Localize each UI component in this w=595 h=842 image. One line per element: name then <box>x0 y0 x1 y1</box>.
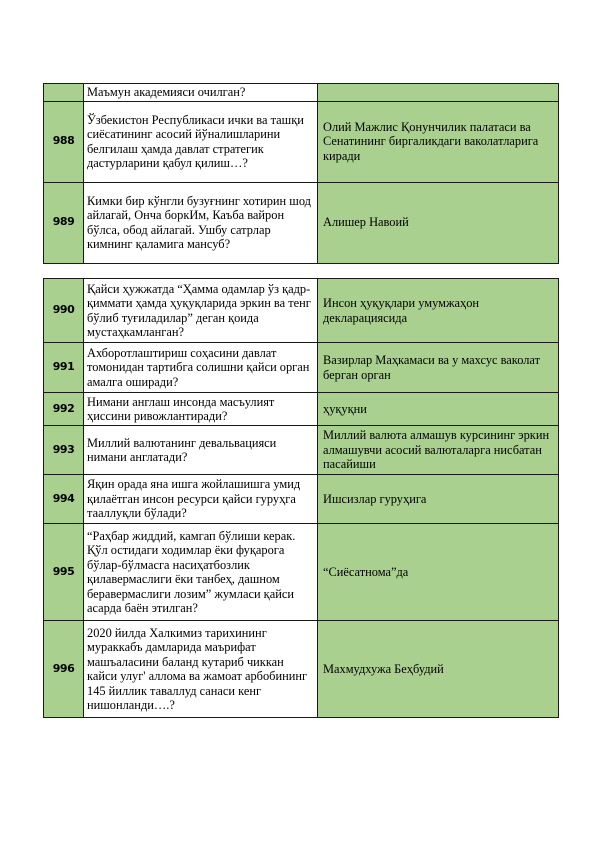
question-cell: Қайси ҳужжатда “Ҳамма одамлар ўз қадр-қиммати ҳамда ҳуқуқларида эркин ва тенг бўлиб туғиладилар” деган қоида мустаҳкамланган? <box>84 279 318 343</box>
row-number <box>44 84 84 102</box>
question-cell: Ўзбекистон Республикаси ички ва ташқи сиёсатининг асосий йўналишларини белгилаш ҳамда давлат стратегик дастурларини қабул қилиш…? <box>84 101 318 182</box>
row-number: 992 <box>44 393 84 426</box>
table-row <box>44 279 559 343</box>
question-cell: Маъмун академияси очилган? <box>84 84 318 102</box>
table-row <box>44 393 559 426</box>
question-cell: Нимани англаш инсонда масъулият ҳиссини ривожлантиради? <box>84 393 318 426</box>
question-cell: “Раҳбар жиддий, камгап бўлиши керак. Қўл остидаги ходимлар ёки фуқарога бўлар-бўлмасга насиҳатбозлик қилавермаслиги ёки танбеҳ, дашном беравермаслиги лозим” жумласи қайси асарда баён этилган? <box>84 524 318 621</box>
questions-table-top <box>43 83 559 264</box>
table-row <box>44 182 559 263</box>
row-number: 994 <box>44 475 84 524</box>
answer-cell: Ишсизлар гуруҳига <box>318 475 559 524</box>
table-row <box>44 475 559 524</box>
row-number: 990 <box>44 279 84 343</box>
question-cell: 2020 йилда Халкимиз тарихининг мураккабъ дамларида маърифат машъаласини баланд кутариб чиккан кайси улуг' аллома ва жамоат арбобининг 145 йиллик таваллуд санаси кенг нишонланди….? <box>84 621 318 718</box>
answer-cell: Вазирлар Маҳкамаси ва у махсус ваколат берган орган <box>318 343 559 393</box>
question-cell: Яқин орада яна ишга жойлашишга умид қилаётган инсон ресурси қайси гуруҳга тааллуқли бўлади? <box>84 475 318 524</box>
row-number: 996 <box>44 621 84 718</box>
answer-cell: Махмудхужа Беҳбудий <box>318 621 559 718</box>
row-number: 988 <box>44 101 84 182</box>
row-number: 989 <box>44 182 84 263</box>
table-row <box>44 621 559 718</box>
answer-cell: Миллий валюта алмашув курсининг эркин алмашувчи асосий валюталарга нисбатан пасайиши <box>318 426 559 475</box>
question-cell: Ахборотлаштириш соҳасини давлат томонидан тартибга солишни қайси орган амалга оширади? <box>84 343 318 393</box>
answer-cell: Олий Мажлис Қонунчилик палатаси ва Сенатининг биргаликдаги ваколатларига киради <box>318 101 559 182</box>
question-cell: Миллий валютанинг девальвацияси нимани англатади? <box>84 426 318 475</box>
row-number: 991 <box>44 343 84 393</box>
answer-cell <box>318 84 559 102</box>
questions-table-bottom <box>43 278 559 718</box>
table-row <box>44 426 559 475</box>
answer-cell: Алишер Навоий <box>318 182 559 263</box>
table-row <box>44 343 559 393</box>
table-row <box>44 101 559 182</box>
question-cell: Кимки бир кўнгли бузуғнинг хотирин шод айлагай, Онча боркИм, Каъба вайрон бўлса, обод айлагай. Ушбу сатрлар кимнинг қаламига мансуб? <box>84 182 318 263</box>
answer-cell: Инсон ҳуқуқлари умумжаҳон декларациясида <box>318 279 559 343</box>
row-number: 995 <box>44 524 84 621</box>
table-row <box>44 524 559 621</box>
answer-cell: “Сиёсатнома”да <box>318 524 559 621</box>
answer-cell: ҳуқуқни <box>318 393 559 426</box>
row-number: 993 <box>44 426 84 475</box>
table-row <box>44 84 559 102</box>
